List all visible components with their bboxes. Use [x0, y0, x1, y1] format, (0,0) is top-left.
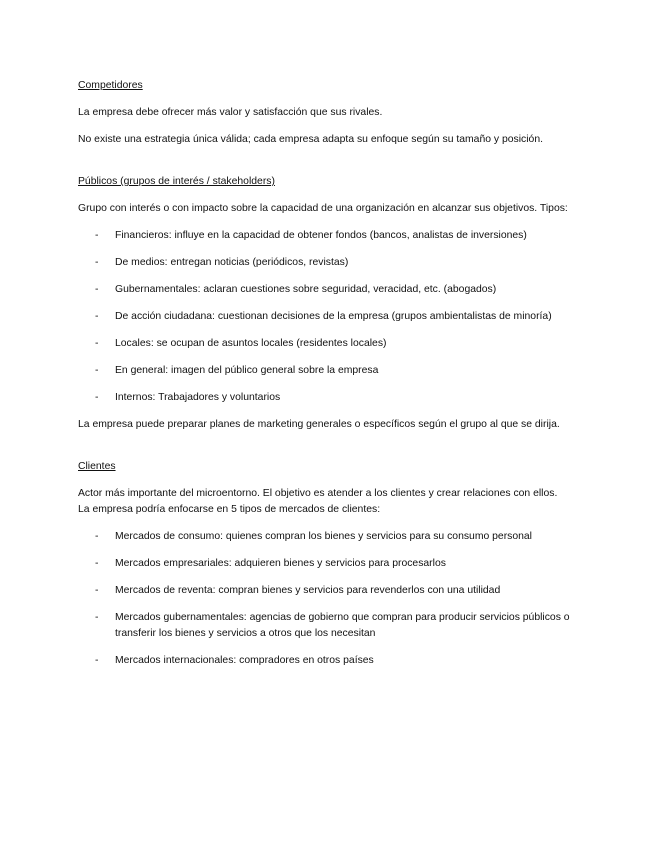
bullet-marker: - — [95, 284, 99, 295]
bullet-marker: - — [95, 392, 99, 403]
bullet-marker: - — [95, 612, 99, 623]
list-item-text: Financieros: influye en la capacidad de obtener fondos (bancos, analistas de inversiones) — [115, 230, 527, 241]
list-item-text: Gubernamentales: aclaran cuestiones sobre seguridad, veracidad, etc. (abogados) — [115, 284, 497, 295]
paragraph: Grupo con interés o con impacto sobre la capacidad de una organización en alcanzar sus objetivos. Tipos: — [78, 203, 568, 214]
bullet-marker: - — [95, 365, 99, 376]
list-item — [78, 282, 598, 298]
list-item — [78, 336, 598, 352]
list-item-text: Mercados internacionales: compradores en otros países — [115, 655, 374, 666]
bullet-marker: - — [95, 558, 99, 569]
list-item-text: Internos: Trabajadores y voluntarios — [115, 392, 281, 403]
list-item-text: Mercados empresariales: adquieren bienes y servicios para procesarlos — [115, 558, 446, 569]
section-publicos — [78, 174, 598, 433]
section-heading: Competidores — [78, 80, 143, 91]
list-item — [78, 255, 598, 271]
list-item — [78, 309, 598, 325]
bullet-marker: - — [95, 311, 99, 322]
list-item — [78, 556, 598, 572]
bullet-list — [78, 529, 598, 669]
paragraph — [78, 486, 598, 518]
bullet-marker: - — [95, 338, 99, 349]
bullet-marker: - — [95, 585, 99, 596]
list-item — [78, 610, 598, 642]
list-item-text: Mercados de reventa: compran bienes y servicios para revenderlos con una utilidad — [115, 585, 501, 596]
bullet-marker: - — [95, 230, 99, 241]
paragraph: No existe una estrategia única válida; cada empresa adapta su enfoque según su tamaño y posición. — [78, 134, 543, 145]
bullet-list — [78, 228, 598, 406]
section-clientes — [78, 459, 598, 669]
document-page — [78, 78, 598, 695]
section-heading: Públicos (grupos de interés / stakeholders) — [78, 176, 275, 187]
list-item — [78, 529, 598, 545]
list-item-text: Mercados gubernamentales: agencias de gobierno que compran para producir servicios públicos o transferir los bienes y servicios a otros que los necesitan — [115, 612, 570, 639]
paragraph-line: Actor más importante del microentorno. El objetivo es atender a los clientes y crear relaciones con ellos. — [78, 488, 558, 499]
section-heading: Clientes — [78, 461, 116, 472]
paragraph: La empresa debe ofrecer más valor y satisfacción que sus rivales. — [78, 107, 383, 118]
bullet-marker: - — [95, 257, 99, 268]
list-item — [78, 363, 598, 379]
list-item — [78, 583, 598, 599]
bullet-marker: - — [95, 531, 99, 542]
list-item-text: Mercados de consumo: quienes compran los bienes y servicios para su consumo personal — [115, 531, 532, 542]
paragraph: La empresa puede preparar planes de marketing generales o específicos según el grupo al que se dirija. — [78, 419, 560, 430]
list-item — [78, 228, 598, 244]
list-item — [78, 390, 598, 406]
section-competidores — [78, 78, 598, 148]
bullet-marker: - — [95, 655, 99, 666]
list-item-text: De medios: entregan noticias (periódicos, revistas) — [115, 257, 349, 268]
list-item-text: De acción ciudadana: cuestionan decisiones de la empresa (grupos ambientalistas de minoría) — [115, 311, 552, 322]
list-item — [78, 653, 598, 669]
paragraph-line: La empresa podría enfocarse en 5 tipos de mercados de clientes: — [78, 504, 381, 515]
list-item-text: Locales: se ocupan de asuntos locales (residentes locales) — [115, 338, 387, 349]
list-item-text: En general: imagen del público general sobre la empresa — [115, 365, 379, 376]
